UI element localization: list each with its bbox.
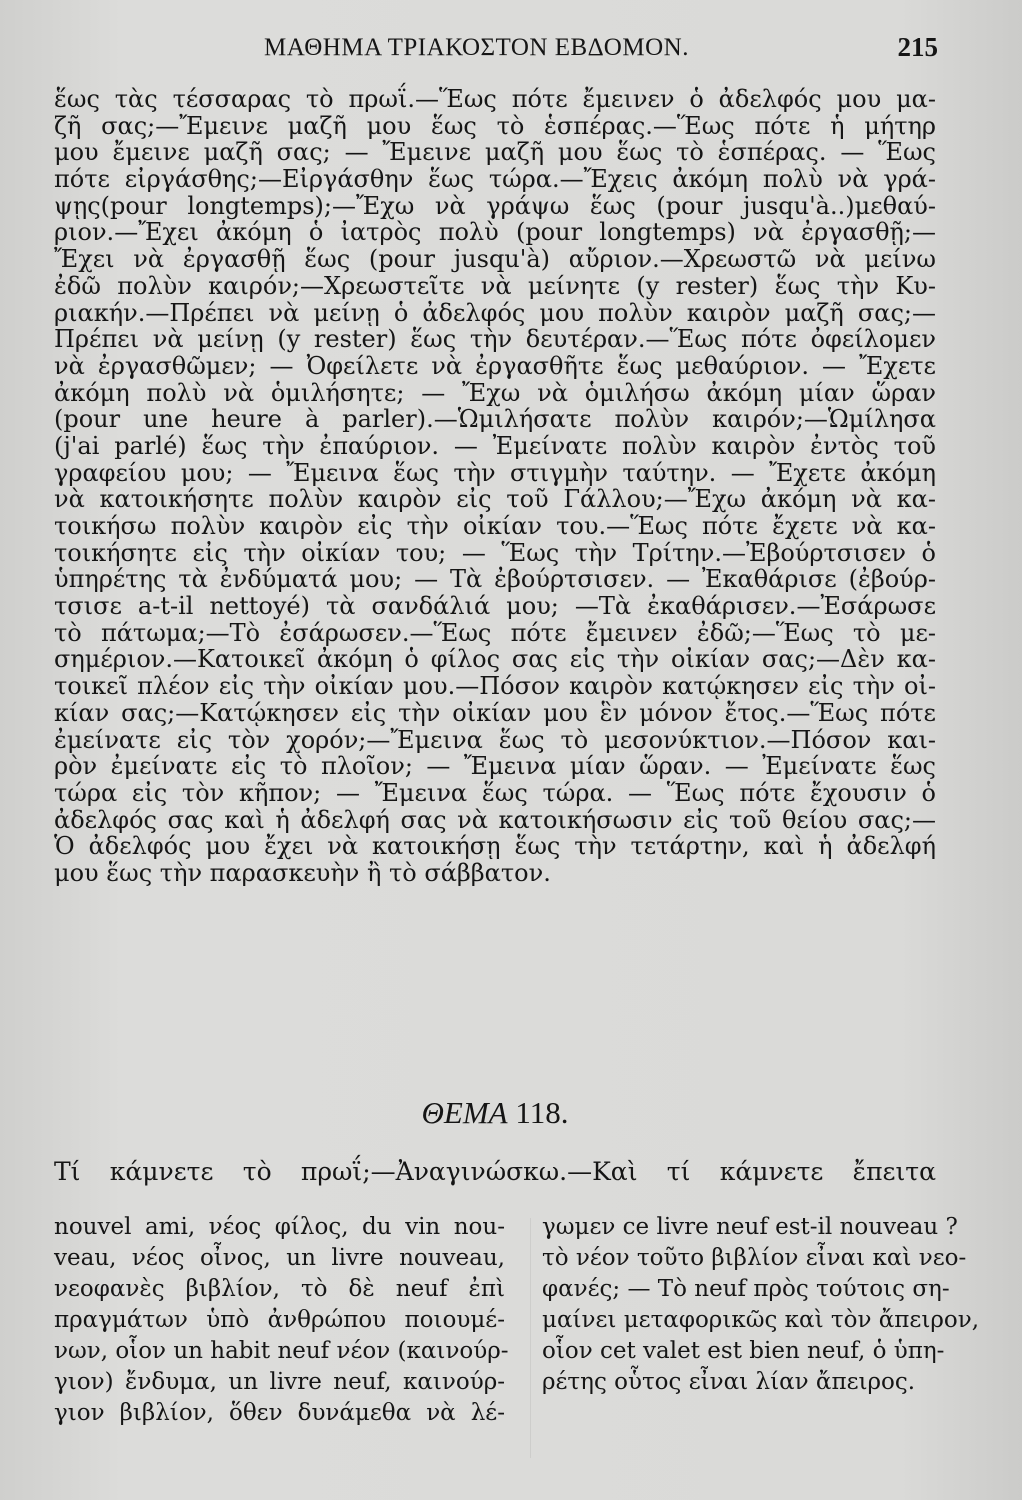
text-line: (j'ai parlé) ἕως τὴν ἐπαύριον. — Ἐμείνατε πολὺν καιρὸν ἐντὸς τοῦ	[54, 431, 936, 460]
footnote-line: ρέτης οὗτος εἶναι λίαν ἄπειρος.	[542, 1369, 916, 1395]
footnote-line: nouvel ami, νέος φίλος, du vin nou-	[54, 1214, 505, 1240]
text-line: τοικεῖ πλέον εἰς τὴν οἰκίαν μου.—Πόσον καιρὸν κατῴκησεν εἰς τὴν οἰ-	[54, 672, 936, 701]
text-line: νὰ ἐργασθῶμεν; — Ὀφείλετε νὰ ἐργασθῆτε ἕως μεθαύριον. — Ἔχετε	[54, 351, 936, 380]
footnote-line: φανές; — Τὸ neuf πρὸς τούτοις ση-	[542, 1276, 950, 1302]
text-line: ἀδελφός σας καὶ ἡ ἀδελφή σας νὰ κατοικήσωσιν εἰς τοῦ θείου σας;—	[54, 805, 936, 834]
chapter-title: ΜΑΘΗΜΑ ΤΡΙΑΚΟΣΤΟΝ ΕΒΔΟΜΟΝ.	[264, 34, 689, 61]
text-line: σημέριον.—Κατοικεῖ ἀκόμη ὁ φίλος σας εἰς τὴν οἰκίαν σας;—Δὲν κα-	[54, 645, 936, 674]
text-line: ἕως τὰς τέσσαρας τὸ πρωΐ.—Ἕως πότε ἔμεινεν ὁ ἀδελφός μου μα-	[54, 85, 936, 113]
footnote-line: γωμεν ce livre neuf est-il nouveau ?	[542, 1214, 958, 1240]
text-line: τώρα εἰς τὸν κῆπον; — Ἔμεινα ἕως τώρα. — Ἕως πότε ἔχουσιν ὁ	[54, 778, 936, 807]
text-line: ρὸν ἐμείνατε εἰς τὸ πλοῖον; — Ἔμεινα μίαν ὥραν. — Ἐμείνατε ἕως	[54, 752, 936, 781]
text-line: ζῆ σας;—Ἔμεινε μαζῆ μου ἕως τὸ ἑσπέρας.—Ἕως πότε ἡ μήτηρ	[54, 111, 936, 140]
footnote-line: γιον βιβλίον, ὅθεν δυνάμεθα νὰ λέ-	[54, 1400, 505, 1426]
text-line: πότε εἰργάσθης;—Εἰργάσθην ἕως τώρα.—Ἔχεις ἀκόμη πολὺ νὰ γρά-	[54, 165, 936, 194]
main-text-block	[54, 86, 936, 887]
text-line: ἀκόμη πολὺ νὰ ὁμιλήσητε; — Ἔχω νὰ ὁμιλήσω ἀκόμη μίαν ὥραν	[54, 378, 936, 407]
footnote-line: μαίνει μεταφορικῶς καὶ τὸν ἄπειρον,	[542, 1307, 979, 1333]
exercise-heading	[54, 1095, 936, 1131]
running-head	[54, 32, 938, 68]
text-line: νὰ κατοικήσητε πολὺν καιρὸν εἰς τοῦ Γάλλου;—Ἔχω ἀκόμη νὰ κα-	[54, 485, 936, 514]
footnote-line: νων, οἷον un habit neuf νέον (καινούρ-	[54, 1338, 509, 1364]
footnote-line: νεοφανὲς βιβλίον, τὸ δὲ neuf ἐπὶ	[54, 1276, 505, 1302]
footnote-right-column	[542, 1212, 979, 1429]
text-line: Πρέπει νὰ μείνῃ (y rester) ἕως τὴν δευτέραν.—Ἕως πότε ὀφείλομεν	[54, 325, 936, 354]
footnote-line: γιον) ἔνδυμα, un livre neuf, καινούρ-	[54, 1369, 505, 1395]
footnote-left-column	[54, 1212, 509, 1429]
text-line: τσισε a-t-il nettoyé) τὰ σανδάλιά μου; —Τὰ ἐκαθάρισεν.—Ἐσάρωσε	[54, 592, 936, 621]
footnote-line: πραγμάτων ὑπὸ ἀνθρώπου ποιουμέ-	[54, 1307, 505, 1333]
exercise-number: 118.	[515, 1095, 569, 1130]
text-line: ριακήν.—Πρέπει νὰ μείνῃ ὁ ἀδελφός μου πολὺν καιρὸν μαζῆ σας;—	[54, 298, 936, 327]
text-line: ἐδῶ πολὺν καιρόν;—Χρεωστεῖτε νὰ μείνητε (y rester) ἕως τὴν Κυ-	[54, 271, 936, 300]
text-line: Ὁ ἀδελφός μου ἔχει νὰ κατοικήσῃ ἕως τὴν τετάρτην, καὶ ἡ ἀδελφή	[54, 832, 936, 861]
exercise-first-line: Τί κάμνετε τὸ πρωΐ;—Ἀναγινώσκω.—Καὶ τί κάμνετε ἔπειτα	[54, 1157, 936, 1186]
text-line: μου ἔμεινε μαζῆ σας; — Ἔμεινε μαζῆ μου ἕως τὸ ἑσπέρας. — Ἕως	[54, 138, 936, 167]
footnote-columns	[54, 1212, 979, 1429]
footnote-line: οἷον cet valet est bien neuf, ὁ ὑπη-	[542, 1338, 945, 1364]
footnote-line: veau, νέος οἶνος, un livre nouveau,	[54, 1245, 505, 1271]
text-line: ἐμείνατε εἰς τὸν χορόν;—Ἔμεινα ἕως τὸ μεσονύκτιον.—Πόσον και-	[54, 725, 936, 754]
text-line: τὸ πάτωμα;—Τὸ ἐσάρωσεν.—Ἕως πότε ἔμεινεν ἐδῶ;—Ἕως τὸ με-	[54, 618, 936, 647]
page-number: 215	[897, 32, 938, 62]
text-line: ριον.—Ἔχει ἀκόμη ὁ ἰατρὸς πολὺ (pour longtemps) νὰ ἐργασθῇ;—	[54, 218, 936, 247]
text-line: ψῃς(pour longtemps);—Ἔχω νὰ γράψω ἕως (pour jusqu'à..)μεθαύ-	[54, 191, 936, 220]
footnote-line: τὸ νέον τοῦτο βιβλίον εἶναι καὶ νεο-	[542, 1245, 967, 1271]
text-line: γραφείου μου; — Ἔμεινα ἕως τὴν στιγμὴν ταύτην. — Ἔχετε ἀκόμη	[54, 458, 936, 487]
text-line: κίαν σας;—Κατῴκησεν εἰς τὴν οἰκίαν μου ἓν μόνον ἔτος.—Ἕως πότε	[54, 698, 936, 727]
text-line: μου ἕως τὴν παρασκευὴν ἢ τὸ σάββατον.	[54, 858, 551, 887]
text-line: ὑπηρέτης τὰ ἐνδύματά μου; — Τὰ ἐβούρτσισεν. — Ἐκαθάρισε (ἐβούρ-	[54, 565, 936, 594]
text-line: τοικήσω πολὺν καιρὸν εἰς τὴν οἰκίαν του.—Ἕως πότε ἔχετε νὰ κα-	[54, 512, 936, 540]
text-line: τοικήσητε εἰς τὴν οἰκίαν του; — Ἕως τὴν Τρίτην.—Ἐβούρτσισεν ὁ	[54, 538, 936, 567]
exercise-label: ΘΕΜΑ	[421, 1095, 508, 1130]
text-line: Ἔχει νὰ ἐργασθῇ ἕως (pour jusqu'à) αὔριον.—Χρεωστῶ νὰ μείνω	[54, 245, 936, 274]
text-line: (pour une heure à parler).—Ὡμιλήσατε πολὺν καιρόν;—Ὡμίλησα	[54, 405, 936, 434]
